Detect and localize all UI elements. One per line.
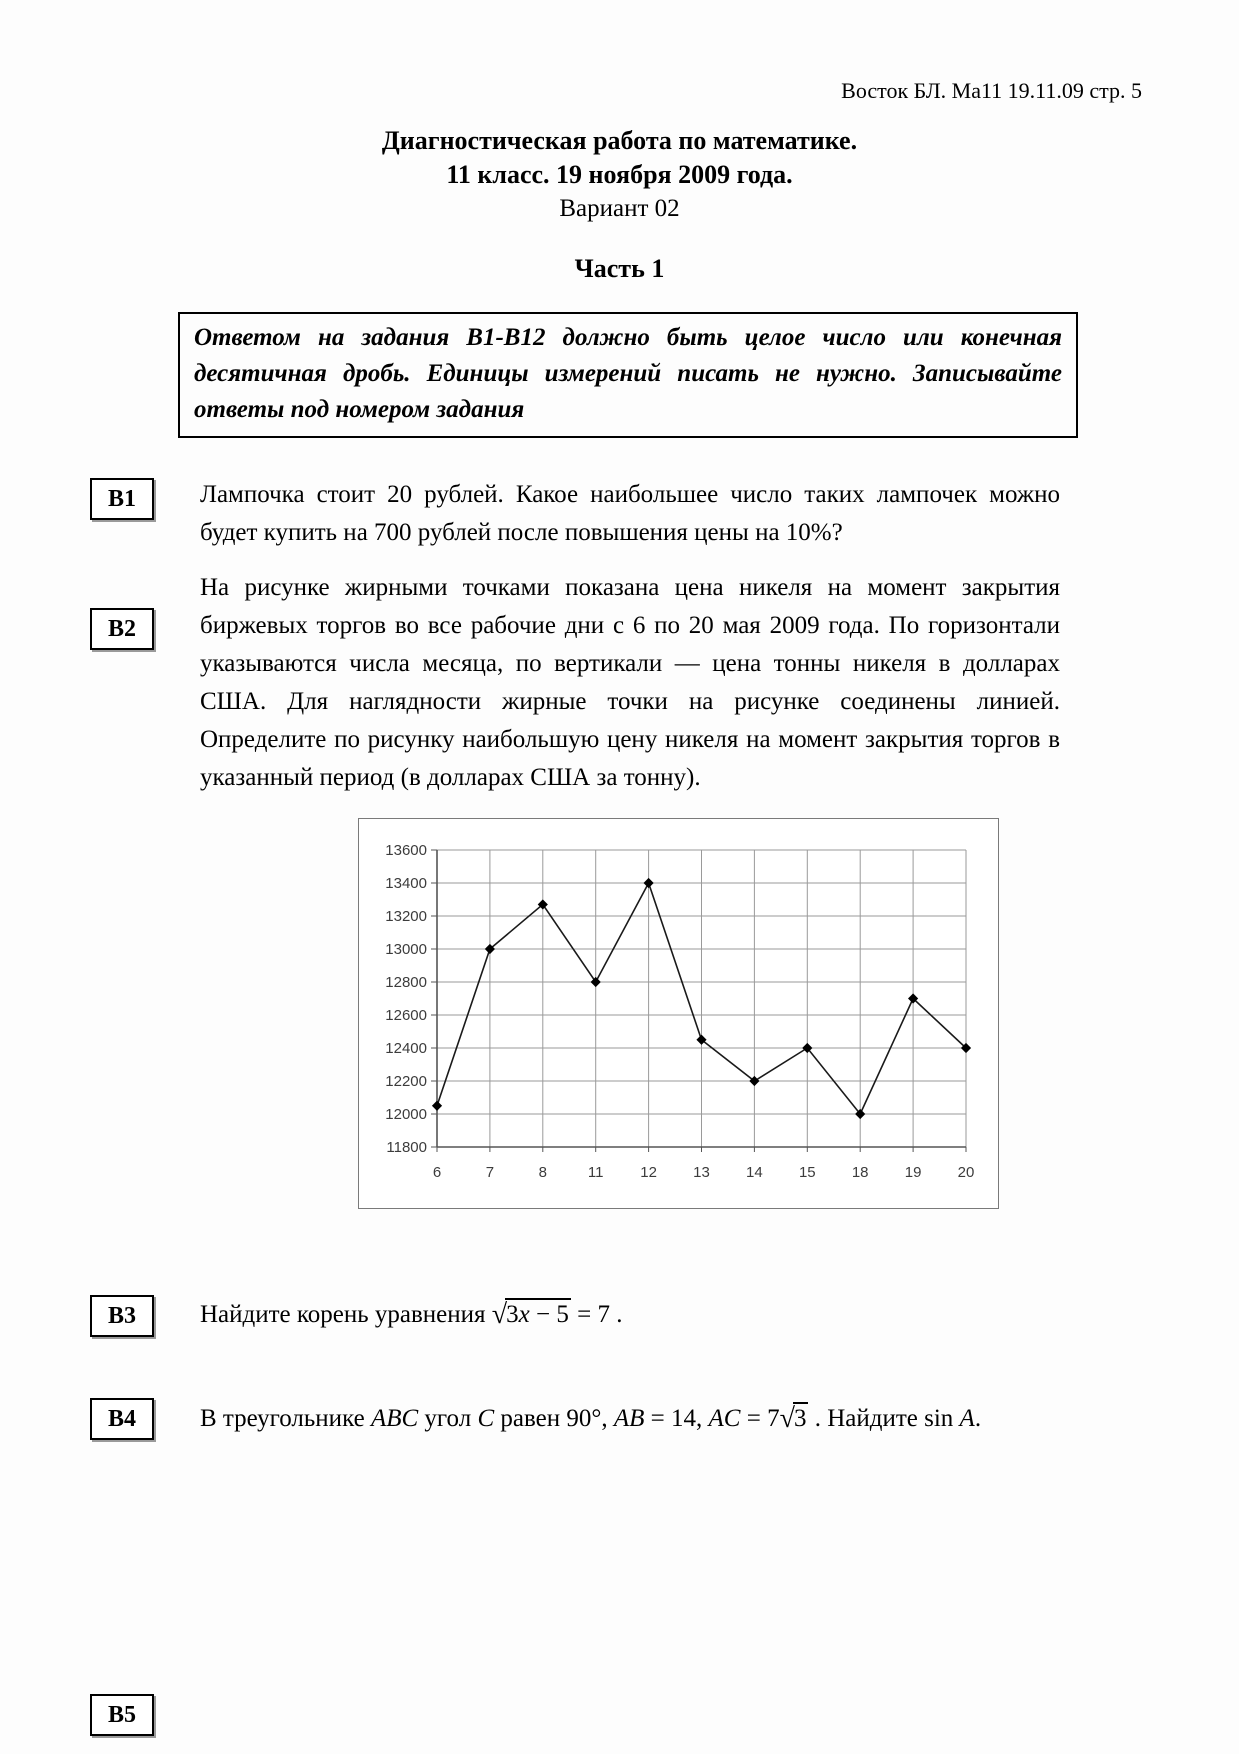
problem-b4-label-box — [90, 1398, 154, 1440]
svg-text:12200: 12200 — [385, 1073, 427, 1090]
text-segment: 3 — [793, 1405, 807, 1432]
radicand — [505, 1298, 571, 1329]
chart-svg-host — [359, 819, 998, 1208]
text-segment: . Найдите sin — [808, 1405, 960, 1432]
nickel-price-chart — [358, 818, 999, 1209]
text-segment: AC — [708, 1405, 741, 1432]
text-segment: − 5 — [529, 1301, 569, 1328]
svg-text:13200: 13200 — [385, 908, 427, 925]
title-line-2: 11 класс. 19 ноября 2009 года. — [446, 160, 793, 189]
radical-sign: √ — [491, 1299, 508, 1330]
text-segment: Найдите корень уравнения — [200, 1301, 492, 1328]
text-segment: AB — [613, 1405, 645, 1432]
svg-text:12400: 12400 — [385, 1040, 427, 1057]
svg-text:19: 19 — [904, 1164, 922, 1181]
radical-sign: √ — [779, 1403, 795, 1434]
svg-text:14: 14 — [746, 1164, 763, 1181]
svg-text:13: 13 — [693, 1164, 710, 1181]
problem-b2-label-box — [90, 608, 154, 650]
problem-b4-label: В4 — [107, 1405, 136, 1432]
text-segment: A — [959, 1405, 975, 1432]
problem-b2-label: В2 — [107, 615, 136, 642]
problem-b5-label-box — [90, 1694, 154, 1736]
problem-b5-label: В5 — [107, 1701, 136, 1728]
svg-text:12800: 12800 — [385, 974, 427, 991]
svg-text:11: 11 — [587, 1164, 604, 1181]
problem-b1-label-box — [90, 478, 154, 520]
title-line-1: Диагностическая работа по математике. — [381, 126, 858, 155]
problem-b3-text — [200, 1296, 1060, 1334]
text-segment: В треугольнике — [200, 1405, 371, 1432]
svg-text:13000: 13000 — [385, 941, 427, 958]
text-segment: ABC — [370, 1405, 419, 1432]
svg-text:13400: 13400 — [385, 875, 427, 892]
text-segment: x — [518, 1301, 530, 1328]
svg-text:6: 6 — [432, 1164, 442, 1181]
svg-text:15: 15 — [798, 1164, 816, 1181]
problem-b1-label: В1 — [107, 485, 136, 512]
text-segment: = 14, — [644, 1405, 709, 1432]
svg-text:12000: 12000 — [385, 1106, 427, 1123]
problem-b1-text: Лампочка стоит 20 рублей. Какое наибольшее число таких лампочек можно будет купить на 700 рублей после повышения цены на 10%? — [200, 481, 1060, 546]
text-segment: C — [477, 1405, 495, 1432]
svg-text:8: 8 — [538, 1164, 547, 1181]
svg-text:12: 12 — [640, 1164, 657, 1181]
part-title: Часть 1 — [574, 254, 665, 283]
page-reference: Восток БЛ. Ма11 19.11.09 стр. 5 — [841, 78, 1142, 103]
problem-b4-text — [200, 1400, 1060, 1438]
text-segment: равен 90°, — [494, 1405, 614, 1432]
problem-b2-text: На рисунке жирными точками показана цена никеля на момент закрытия биржевых торгов во все рабочие дни с 6 по 20 мая 2009 года. По горизонтали указываются числа месяца, по вертикали — цена тонны никеля в долларах США. Для наглядности жирные точки на рисунке соединены линией. Определите по рисунку наибольшую цену никеля на момент закрытия торгов в указанный период (в долларах США за тонну). — [200, 574, 1060, 791]
svg-text:18: 18 — [851, 1164, 869, 1181]
text-segment: 3 — [506, 1301, 519, 1328]
svg-text:20: 20 — [957, 1164, 975, 1181]
svg-text:13600: 13600 — [385, 842, 427, 859]
text-segment: угол — [418, 1405, 478, 1432]
radicand — [793, 1402, 809, 1433]
title-block — [10, 124, 1229, 226]
text-segment: . — [974, 1405, 982, 1432]
instruction-box — [178, 312, 1078, 438]
svg-text:11800: 11800 — [386, 1139, 427, 1156]
text-segment: = 7 . — [570, 1301, 623, 1328]
problem-b3-label-box — [90, 1295, 154, 1337]
problem-b3-label: В3 — [107, 1302, 136, 1329]
svg-text:7: 7 — [485, 1164, 495, 1181]
svg-text:12600: 12600 — [385, 1007, 427, 1024]
text-segment: = 7 — [740, 1405, 780, 1432]
chart-svg — [359, 819, 996, 1206]
instruction-text: Ответом на задания В1-В12 должно быть целое число или конечная десятичная дробь. Единицы измерений писать не нужно. Записывайте ответы под номером задания — [194, 324, 1062, 423]
variant-label: Вариант 02 — [559, 195, 680, 222]
